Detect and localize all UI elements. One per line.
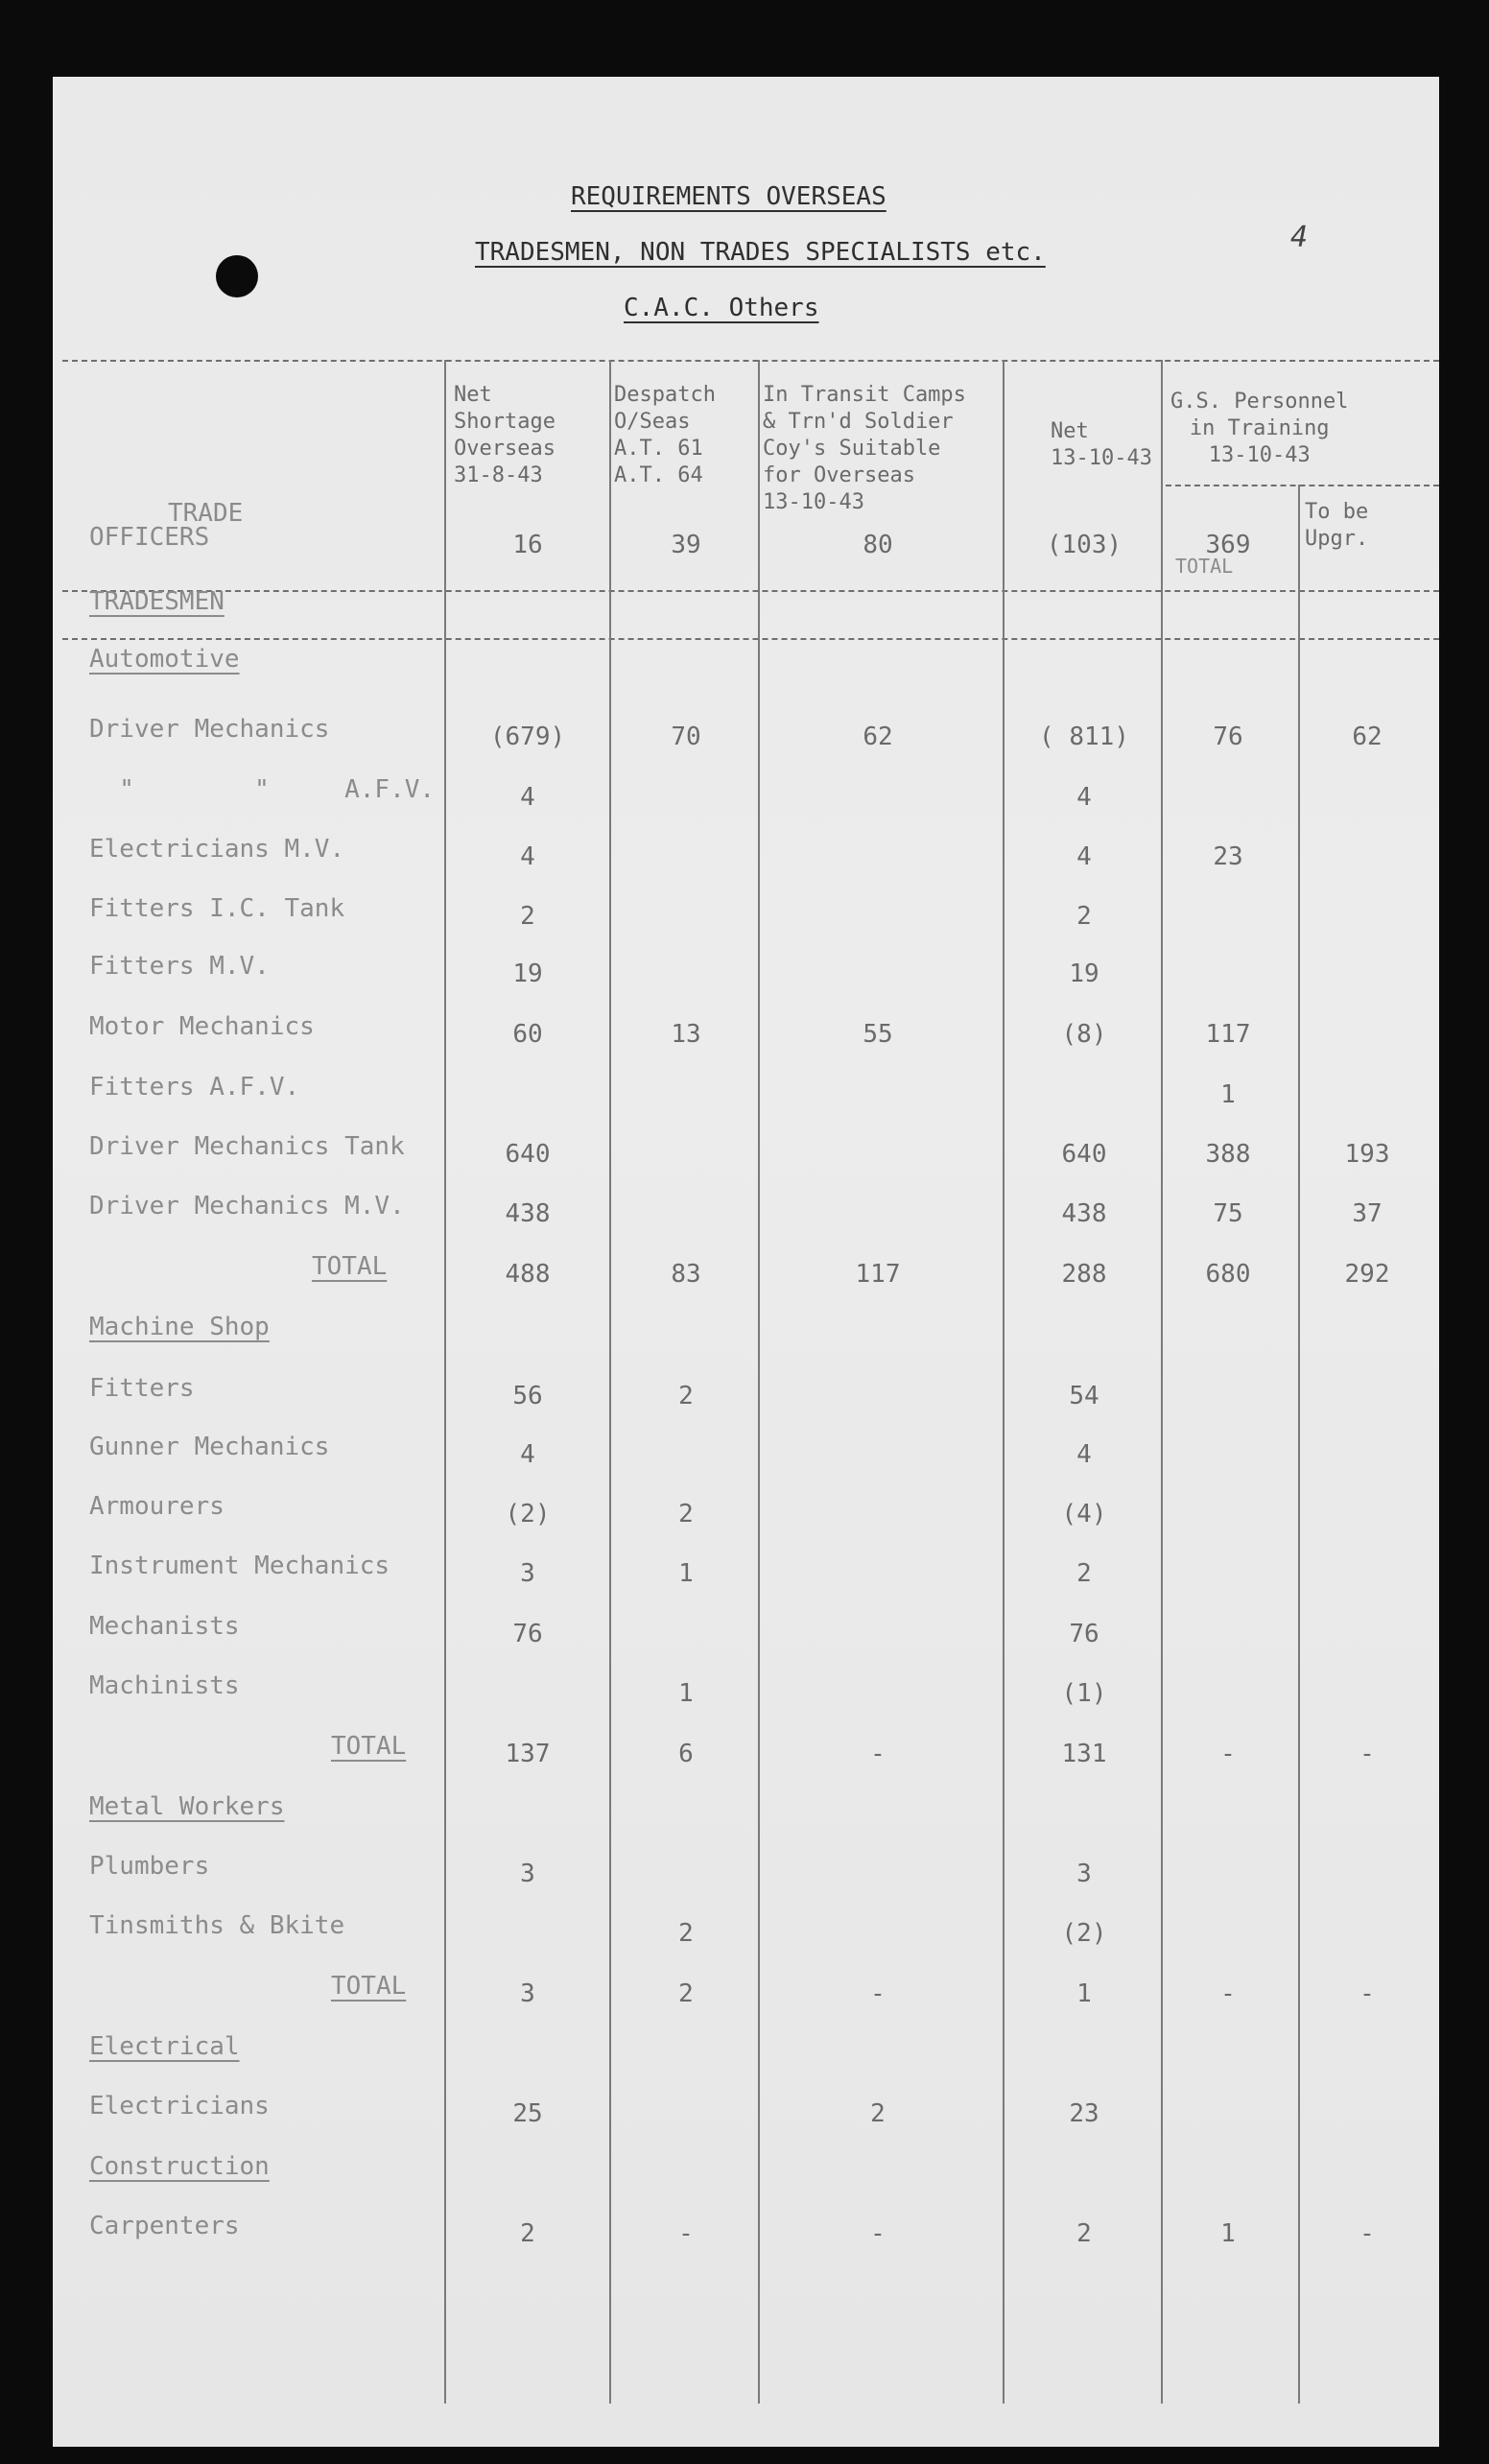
cell-e: 75 <box>1213 1199 1243 1228</box>
row-label: " " A.F.V. <box>89 775 436 804</box>
cell-e: 23 <box>1213 842 1243 871</box>
col-header-gs-personnel: G.S. Personnel in Training 13-10-43 <box>1170 390 1349 467</box>
cell-d: 1 <box>1076 1979 1092 2008</box>
cell-a: 2 <box>520 902 535 931</box>
cell-d: ( 811) <box>1039 723 1129 751</box>
cell-e: - <box>1220 1740 1236 1768</box>
col-rule-3 <box>758 360 760 2404</box>
cell-a: 137 <box>505 1740 551 1768</box>
cell-c: 62 <box>863 723 893 751</box>
cell-a: 76 <box>512 1620 543 1648</box>
row-label: Construction <box>89 2152 270 2181</box>
cell-e: 1 <box>1220 2219 1236 2248</box>
cell-a: 488 <box>505 1260 551 1289</box>
row-label: Fitters <box>89 1374 195 1403</box>
cell-b: 6 <box>678 1740 694 1768</box>
cell-a: 25 <box>512 2099 543 2128</box>
table-top-rule <box>62 360 1439 362</box>
cell-c: - <box>870 1740 886 1768</box>
cell-d: 4 <box>1076 842 1092 871</box>
cell-d: 54 <box>1069 1382 1099 1410</box>
cell-d: 4 <box>1076 1440 1092 1469</box>
cell-d: 2 <box>1076 1559 1092 1588</box>
cell-a: 3 <box>520 1860 535 1888</box>
cell-d: 438 <box>1061 1199 1107 1228</box>
col-header-despatch: Despatch O/Seas A.T. 61 A.T. 64 <box>614 383 716 487</box>
row-label: Electricians <box>89 2092 270 2120</box>
cell-f: 193 <box>1344 1140 1390 1169</box>
col-header-in-transit: In Transit Camps & Trn'd Soldier Coy's Suitable for Overseas 13-10-43 <box>763 383 966 514</box>
row-label: Driver Mechanics Tank <box>89 1132 405 1161</box>
col-header-net-shortage: Net Shortage Overseas 31-8-43 <box>454 383 555 487</box>
cell-c: 55 <box>863 1020 893 1049</box>
col-rule-1 <box>444 360 446 2404</box>
cell-a: 3 <box>520 1559 535 1588</box>
cell-c: 2 <box>870 2099 886 2128</box>
row-label: Armourers <box>89 1492 225 1521</box>
cell-f: 37 <box>1352 1199 1383 1228</box>
cell-d: (8) <box>1061 1020 1107 1049</box>
cell-d: 4 <box>1076 783 1092 812</box>
row-label: TOTAL <box>331 1972 407 2001</box>
cell-d: (103) <box>1046 531 1123 559</box>
row-label: TOTAL <box>312 1252 388 1281</box>
cell-f: 292 <box>1344 1260 1390 1289</box>
cell-a: 4 <box>520 842 535 871</box>
row-label: Automotive <box>89 645 240 674</box>
cell-d: 288 <box>1061 1260 1107 1289</box>
cell-b: 2 <box>678 1979 694 2008</box>
cell-a: 19 <box>512 960 543 988</box>
cell-a: 60 <box>512 1020 543 1049</box>
cell-b: - <box>678 2219 694 2248</box>
cell-d: 131 <box>1061 1740 1107 1768</box>
cell-b: 13 <box>671 1020 701 1049</box>
page-number: 4 <box>1290 221 1309 254</box>
cell-b: 1 <box>678 1559 694 1588</box>
cell-d: (4) <box>1061 1500 1107 1528</box>
cell-d: 2 <box>1076 902 1092 931</box>
cell-d: (2) <box>1061 1919 1107 1948</box>
cell-e: 117 <box>1205 1020 1251 1049</box>
row-label: Fitters M.V. <box>89 952 270 981</box>
row-label: Metal Workers <box>89 1792 285 1821</box>
cell-c: 80 <box>863 531 893 559</box>
row-label: Plumbers <box>89 1852 210 1881</box>
cell-a: 3 <box>520 1979 535 2008</box>
cell-c: 117 <box>855 1260 901 1289</box>
cell-b: 2 <box>678 1500 694 1528</box>
cell-b: 1 <box>678 1679 694 1708</box>
cell-e: 680 <box>1205 1260 1251 1289</box>
row-label: OFFICERS <box>89 523 210 552</box>
col-header-total: TOTAL <box>1175 555 1234 578</box>
row-label: TRADESMEN <box>89 587 225 616</box>
cell-f: - <box>1359 1979 1375 2008</box>
cell-e: 1 <box>1220 1080 1236 1109</box>
cell-b: 39 <box>671 531 701 559</box>
cell-a: 16 <box>512 531 543 559</box>
cell-b: 83 <box>671 1260 701 1289</box>
row-label: Instrument Mechanics <box>89 1552 390 1580</box>
cell-f: - <box>1359 1740 1375 1768</box>
document-page <box>53 77 1439 2447</box>
cell-e: 369 <box>1205 531 1251 559</box>
cell-a: 56 <box>512 1382 543 1410</box>
doc-title: REQUIREMENTS OVERSEAS <box>571 182 886 211</box>
cell-a: (2) <box>505 1500 551 1528</box>
cell-e: - <box>1220 1979 1236 2008</box>
cell-a: (679) <box>489 723 566 751</box>
cell-a: 4 <box>520 1440 535 1469</box>
cell-f: 62 <box>1352 723 1383 751</box>
cell-c: - <box>870 2219 886 2248</box>
cell-a: 2 <box>520 2219 535 2248</box>
cell-d: 2 <box>1076 2219 1092 2248</box>
doc-subtitle: TRADESMEN, NON TRADES SPECIALISTS etc. <box>475 238 1046 267</box>
col-rule-5 <box>1161 360 1163 2404</box>
row-label: Carpenters <box>89 2212 240 2240</box>
row-label: Driver Mechanics <box>89 715 330 744</box>
cell-e: 76 <box>1213 723 1243 751</box>
col-rule-4 <box>1003 360 1004 2404</box>
header-bottom-rule <box>62 590 1439 592</box>
gs-sub-rule <box>1166 485 1439 486</box>
col-rule-6 <box>1298 485 1300 2404</box>
cell-b: 2 <box>678 1919 694 1948</box>
cell-c: - <box>870 1979 886 2008</box>
cell-d: 19 <box>1069 960 1099 988</box>
row-label: Electrical <box>89 2032 240 2061</box>
cell-a: 438 <box>505 1199 551 1228</box>
cell-d: 23 <box>1069 2099 1099 2128</box>
officers-rule <box>62 638 1439 640</box>
row-label: Machinists <box>89 1671 240 1700</box>
col-rule-2 <box>609 360 611 2404</box>
row-label: Fitters A.F.V. <box>89 1073 300 1102</box>
row-label: Motor Mechanics <box>89 1012 315 1041</box>
row-label: Machine Shop <box>89 1313 270 1341</box>
col-header-trade: TRADE <box>168 499 244 528</box>
cell-d: 76 <box>1069 1620 1099 1648</box>
doc-subtitle-2: C.A.C. Others <box>624 294 819 322</box>
punch-hole <box>216 255 258 297</box>
col-header-net: Net 13-10-43 <box>1051 419 1152 470</box>
row-label: TOTAL <box>331 1732 407 1761</box>
cell-b: 2 <box>678 1382 694 1410</box>
row-label: Electricians M.V. <box>89 835 345 864</box>
row-label: Fitters I.C. Tank <box>89 894 345 923</box>
cell-e: 388 <box>1205 1140 1251 1169</box>
row-label: Driver Mechanics M.V. <box>89 1192 405 1220</box>
cell-d: (1) <box>1061 1679 1107 1708</box>
cell-a: 640 <box>505 1140 551 1169</box>
cell-d: 3 <box>1076 1860 1092 1888</box>
col-header-to-be-upgr: To be Upgr. <box>1305 500 1369 551</box>
cell-f: - <box>1359 2219 1375 2248</box>
row-label: Tinsmiths & Bkite <box>89 1911 345 1940</box>
cell-a: 4 <box>520 783 535 812</box>
row-label: Gunner Mechanics <box>89 1433 330 1461</box>
cell-d: 640 <box>1061 1140 1107 1169</box>
row-label: Mechanists <box>89 1612 240 1641</box>
cell-b: 70 <box>671 723 701 751</box>
